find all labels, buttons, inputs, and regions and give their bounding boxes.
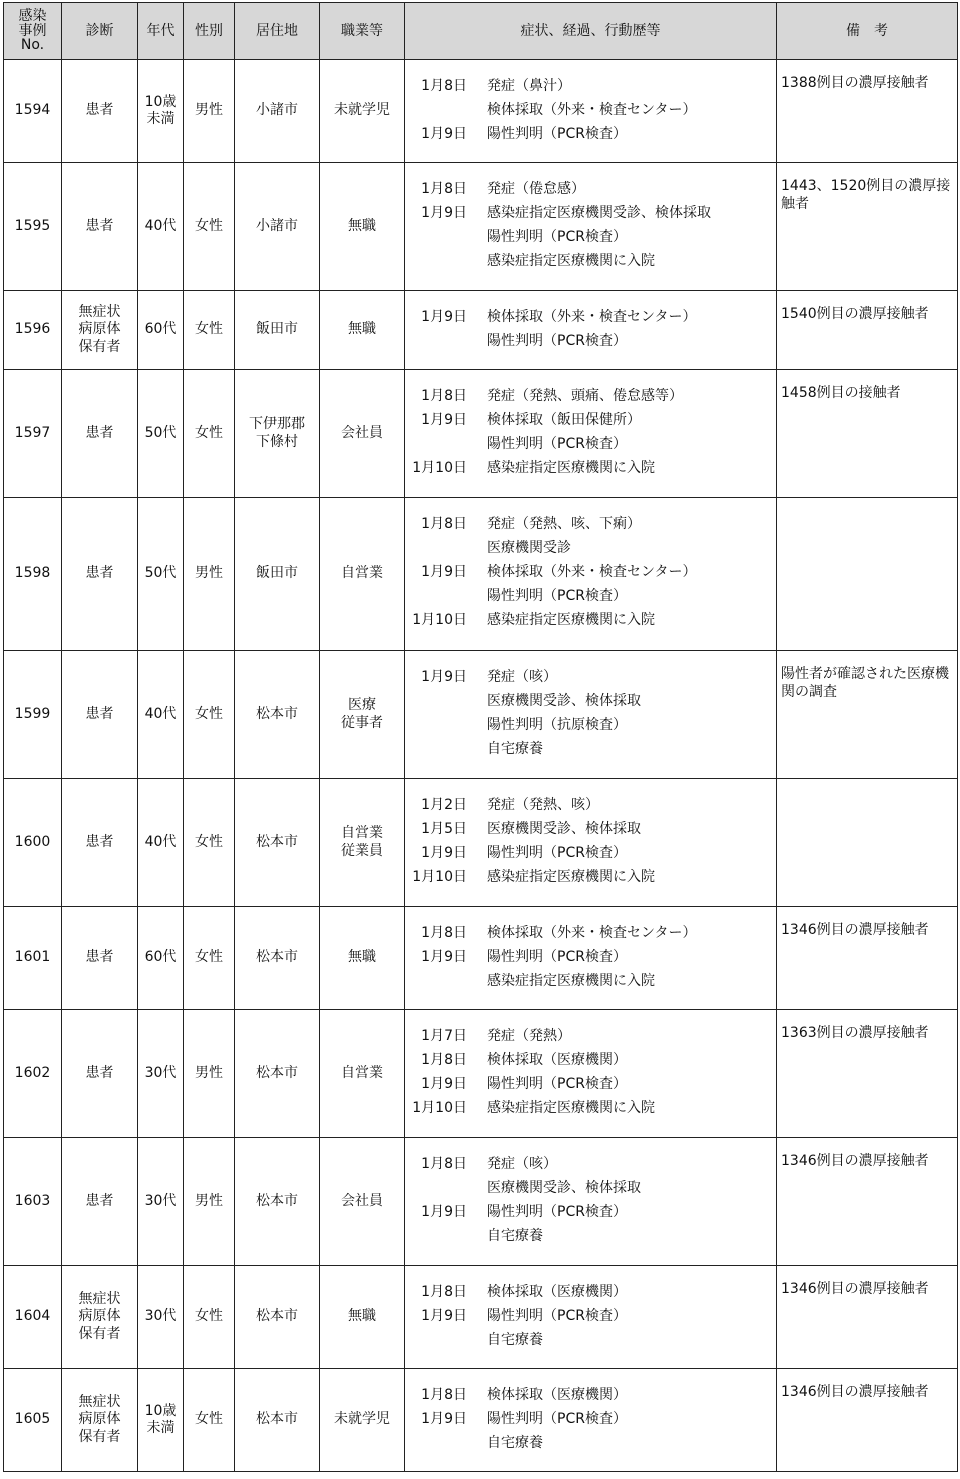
progress-date: 1月10日	[412, 869, 467, 885]
progress-text: 自宅療養	[487, 1332, 543, 1348]
progress-text: 陽性判明（PCR検査）	[487, 436, 627, 452]
progress-text: 検体採取（外来・検査センター）	[487, 925, 697, 941]
progress-date: 1月10日	[412, 460, 467, 476]
progress-line	[405, 98, 776, 122]
progress-line	[405, 1431, 776, 1455]
diagnosis-cell: 患者	[62, 1010, 138, 1138]
occupation-cell: 未就学児	[320, 60, 405, 163]
age-cell: 40代	[138, 779, 184, 907]
age-cell: 40代	[138, 651, 184, 779]
progress-line	[405, 865, 776, 889]
progress-date: 1月9日	[421, 1411, 467, 1427]
progress-text: 感染症指定医療機関に入院	[487, 612, 655, 628]
progress-line	[405, 1200, 776, 1224]
diagnosis-cell: 患者	[62, 60, 138, 163]
progress-date: 1月10日	[412, 612, 467, 628]
progress-date	[405, 1176, 467, 1200]
sex-cell: 女性	[184, 291, 235, 370]
header-remarks: 備 考	[777, 3, 958, 60]
case-number-cell: 1605	[4, 1369, 62, 1472]
progress-line	[405, 1048, 776, 1072]
progress-text: 陽性判明（PCR検査）	[487, 845, 627, 861]
progress-cell	[405, 1010, 777, 1138]
table-row	[4, 60, 958, 163]
occupation-cell: 無職	[320, 907, 405, 1010]
progress-date: 1月7日	[421, 1028, 467, 1044]
progress-text: 陽性判明（PCR検査）	[487, 1308, 627, 1324]
occupation-cell: 医療 従事者	[320, 651, 405, 779]
progress-cell	[405, 779, 777, 907]
residence-cell: 小諸市	[235, 60, 320, 163]
progress-line	[405, 945, 776, 969]
remarks-cell: 1540例目の濃厚接触者	[777, 291, 958, 370]
table-row	[4, 907, 958, 1010]
table-row	[4, 291, 958, 370]
progress-text: 発症（発熱）	[487, 1028, 571, 1044]
progress-text: 検体採取（外来・検査センター）	[487, 309, 697, 325]
case-number-cell: 1596	[4, 291, 62, 370]
remarks-cell: 1363例目の濃厚接触者	[777, 1010, 958, 1138]
progress-line	[405, 1407, 776, 1431]
progress-text: 感染症指定医療機関に入院	[487, 1100, 655, 1116]
occupation-cell: 会社員	[320, 1138, 405, 1266]
diagnosis-cell: 患者	[62, 907, 138, 1010]
age-cell: 10歳 未満	[138, 60, 184, 163]
progress-text: 発症（発熱、咳、下痢）	[487, 516, 641, 532]
progress-line	[405, 1096, 776, 1120]
progress-date: 1月9日	[421, 1076, 467, 1092]
progress-line	[405, 608, 776, 632]
occupation-cell: 自営業 従業員	[320, 779, 405, 907]
remarks-cell: 1443、1520例目の濃厚接触者	[777, 163, 958, 291]
progress-cell	[405, 1369, 777, 1472]
age-cell: 30代	[138, 1138, 184, 1266]
progress-cell	[405, 651, 777, 779]
progress-line	[405, 432, 776, 456]
case-number-cell: 1597	[4, 370, 62, 498]
sex-cell: 男性	[184, 1138, 235, 1266]
progress-text: 自宅療養	[487, 741, 543, 757]
occupation-cell: 会社員	[320, 370, 405, 498]
progress-line	[405, 1024, 776, 1048]
remarks-cell	[777, 498, 958, 651]
progress-date	[405, 969, 467, 993]
residence-cell: 松本市	[235, 651, 320, 779]
progress-date: 1月8日	[421, 181, 467, 197]
progress-line	[405, 329, 776, 353]
progress-date	[405, 329, 467, 353]
table-row	[4, 1369, 958, 1472]
progress-line	[405, 1152, 776, 1176]
diagnosis-cell: 患者	[62, 163, 138, 291]
progress-date: 1月2日	[421, 797, 467, 813]
progress-text: 医療機関受診、検体採取	[487, 1180, 641, 1196]
progress-text: 感染症指定医療機関受診、検体採取	[487, 205, 711, 221]
progress-text: 検体採取（外来・検査センター）	[487, 102, 697, 118]
progress-line	[405, 1224, 776, 1248]
progress-line	[405, 122, 776, 146]
table-row	[4, 370, 958, 498]
progress-text: 発症（咳）	[487, 1156, 557, 1172]
progress-line	[405, 201, 776, 225]
diagnosis-cell: 患者	[62, 1138, 138, 1266]
diagnosis-cell: 患者	[62, 651, 138, 779]
progress-line	[405, 841, 776, 865]
header-age: 年代	[138, 3, 184, 60]
progress-date	[405, 536, 467, 560]
progress-date: 1月9日	[421, 126, 467, 142]
residence-cell: 松本市	[235, 1010, 320, 1138]
sex-cell: 女性	[184, 370, 235, 498]
progress-date: 1月9日	[421, 1308, 467, 1324]
progress-cell	[405, 498, 777, 651]
progress-date: 1月9日	[421, 205, 467, 221]
progress-cell	[405, 1138, 777, 1266]
residence-cell: 小諸市	[235, 163, 320, 291]
progress-date	[405, 1224, 467, 1248]
progress-date: 1月8日	[421, 925, 467, 941]
header-diagnosis: 診断	[62, 3, 138, 60]
progress-text: 検体採取（飯田保健所）	[487, 412, 641, 428]
age-cell: 10歳 未満	[138, 1369, 184, 1472]
progress-text: 医療機関受診、検体採取	[487, 821, 641, 837]
residence-cell: 松本市	[235, 779, 320, 907]
progress-line	[405, 584, 776, 608]
case-number-cell: 1595	[4, 163, 62, 291]
progress-line	[405, 249, 776, 273]
progress-cell	[405, 1266, 777, 1369]
progress-date: 1月8日	[421, 388, 467, 404]
progress-line	[405, 1328, 776, 1352]
progress-date: 1月9日	[421, 949, 467, 965]
progress-text: 陽性判明（PCR検査）	[487, 949, 627, 965]
progress-text: 陽性判明（抗原検査）	[487, 717, 627, 733]
progress-line	[405, 1176, 776, 1200]
remarks-cell: 陽性者が確認された医療機関の調査	[777, 651, 958, 779]
occupation-cell: 自営業	[320, 1010, 405, 1138]
remarks-cell: 1346例目の濃厚接触者	[777, 1138, 958, 1266]
progress-text: 自宅療養	[487, 1228, 543, 1244]
progress-date	[405, 1328, 467, 1352]
header-residence: 居住地	[235, 3, 320, 60]
progress-line	[405, 1280, 776, 1304]
age-cell: 30代	[138, 1266, 184, 1369]
case-number-cell: 1594	[4, 60, 62, 163]
progress-date: 1月9日	[421, 669, 467, 685]
progress-date: 1月8日	[421, 1387, 467, 1403]
progress-date	[405, 737, 467, 761]
progress-text: 検体採取（外来・検査センター）	[487, 564, 697, 580]
case-number-cell: 1602	[4, 1010, 62, 1138]
progress-date: 1月8日	[421, 78, 467, 94]
progress-line	[405, 512, 776, 536]
sex-cell: 男性	[184, 498, 235, 651]
sex-cell: 女性	[184, 779, 235, 907]
sex-cell: 女性	[184, 163, 235, 291]
progress-date: 1月8日	[421, 516, 467, 532]
residence-cell: 飯田市	[235, 291, 320, 370]
case-number-cell: 1599	[4, 651, 62, 779]
remarks-cell: 1458例目の接触者	[777, 370, 958, 498]
diagnosis-cell: 無症状 病原体 保有者	[62, 1266, 138, 1369]
progress-text: 発症（発熱、咳）	[487, 797, 599, 813]
occupation-cell: 自営業	[320, 498, 405, 651]
progress-date: 1月5日	[421, 821, 467, 837]
sex-cell: 女性	[184, 907, 235, 1010]
progress-text: 陽性判明（PCR検査）	[487, 1411, 627, 1427]
progress-text: 検体採取（医療機関）	[487, 1387, 627, 1403]
residence-cell: 下伊那郡 下條村	[235, 370, 320, 498]
progress-date: 1月9日	[421, 564, 467, 580]
diagnosis-cell: 患者	[62, 779, 138, 907]
progress-text: 陽性判明（PCR検査）	[487, 229, 627, 245]
progress-line	[405, 456, 776, 480]
table-row	[4, 163, 958, 291]
sex-cell: 女性	[184, 651, 235, 779]
remarks-cell: 1346例目の濃厚接触者	[777, 1266, 958, 1369]
residence-cell: 松本市	[235, 1138, 320, 1266]
progress-cell	[405, 370, 777, 498]
progress-date: 1月9日	[421, 1204, 467, 1220]
progress-line	[405, 384, 776, 408]
progress-date	[405, 689, 467, 713]
case-number-cell: 1603	[4, 1138, 62, 1266]
progress-line	[405, 305, 776, 329]
case-number-cell: 1604	[4, 1266, 62, 1369]
progress-line	[405, 793, 776, 817]
progress-cell	[405, 60, 777, 163]
diagnosis-cell: 無症状 病原体 保有者	[62, 291, 138, 370]
progress-line	[405, 737, 776, 761]
progress-line	[405, 225, 776, 249]
table-row	[4, 651, 958, 779]
remarks-cell: 1346例目の濃厚接触者	[777, 907, 958, 1010]
header-row	[4, 3, 958, 60]
progress-date	[405, 1431, 467, 1455]
diagnosis-cell: 患者	[62, 498, 138, 651]
progress-date: 1月8日	[421, 1284, 467, 1300]
residence-cell: 飯田市	[235, 498, 320, 651]
diagnosis-cell: 患者	[62, 370, 138, 498]
age-cell: 50代	[138, 370, 184, 498]
progress-date	[405, 432, 467, 456]
progress-line	[405, 689, 776, 713]
age-cell: 30代	[138, 1010, 184, 1138]
progress-line	[405, 969, 776, 993]
progress-line	[405, 665, 776, 689]
table-row	[4, 1138, 958, 1266]
progress-text: 陽性判明（PCR検査）	[487, 1204, 627, 1220]
sex-cell: 女性	[184, 1266, 235, 1369]
case-number-cell: 1598	[4, 498, 62, 651]
progress-text: 医療機関受診	[487, 540, 571, 556]
progress-line	[405, 560, 776, 584]
progress-line	[405, 408, 776, 432]
age-cell: 40代	[138, 163, 184, 291]
progress-text: 発症（鼻汁）	[487, 78, 571, 94]
progress-line	[405, 921, 776, 945]
residence-cell: 松本市	[235, 907, 320, 1010]
progress-cell	[405, 163, 777, 291]
progress-line	[405, 817, 776, 841]
progress-cell	[405, 291, 777, 370]
progress-text: 感染症指定医療機関に入院	[487, 869, 655, 885]
progress-text: 検体採取（医療機関）	[487, 1052, 627, 1068]
age-cell: 60代	[138, 291, 184, 370]
progress-date: 1月8日	[421, 1156, 467, 1172]
table-row	[4, 1010, 958, 1138]
progress-text: 陽性判明（PCR検査）	[487, 588, 627, 604]
progress-text: 検体採取（医療機関）	[487, 1284, 627, 1300]
progress-cell	[405, 907, 777, 1010]
progress-text: 陽性判明（PCR検査）	[487, 1076, 627, 1092]
progress-text: 陽性判明（PCR検査）	[487, 126, 627, 142]
progress-line	[405, 177, 776, 201]
occupation-cell: 無職	[320, 163, 405, 291]
sex-cell: 男性	[184, 1010, 235, 1138]
occupation-cell: 無職	[320, 1266, 405, 1369]
progress-line	[405, 1072, 776, 1096]
progress-date: 1月9日	[421, 845, 467, 861]
header-occupation: 職業等	[320, 3, 405, 60]
progress-text: 医療機関受診、検体採取	[487, 693, 641, 709]
header-sex: 性別	[184, 3, 235, 60]
remarks-cell	[777, 779, 958, 907]
progress-line	[405, 536, 776, 560]
progress-date	[405, 225, 467, 249]
occupation-cell: 未就学児	[320, 1369, 405, 1472]
progress-date: 1月8日	[421, 1052, 467, 1068]
residence-cell: 松本市	[235, 1266, 320, 1369]
progress-text: 感染症指定医療機関に入院	[487, 973, 655, 989]
table-row	[4, 498, 958, 651]
occupation-cell: 無職	[320, 291, 405, 370]
progress-text: 自宅療養	[487, 1435, 543, 1451]
progress-date: 1月10日	[412, 1100, 467, 1116]
progress-text: 感染症指定医療機関に入院	[487, 460, 655, 476]
progress-text: 発症（発熱、頭痛、倦怠感等）	[487, 388, 683, 404]
table-row	[4, 779, 958, 907]
residence-cell: 松本市	[235, 1369, 320, 1472]
progress-date	[405, 584, 467, 608]
progress-date	[405, 249, 467, 273]
progress-text: 感染症指定医療機関に入院	[487, 253, 655, 269]
progress-date	[405, 98, 467, 122]
progress-text: 発症（倦怠感）	[487, 181, 585, 197]
case-table	[3, 2, 958, 1472]
progress-text: 陽性判明（PCR検査）	[487, 333, 627, 349]
header-case-no: 感染 事例 No.	[4, 3, 62, 60]
progress-date: 1月9日	[421, 309, 467, 325]
diagnosis-cell: 無症状 病原体 保有者	[62, 1369, 138, 1472]
progress-date	[405, 713, 467, 737]
progress-line	[405, 74, 776, 98]
age-cell: 50代	[138, 498, 184, 651]
age-cell: 60代	[138, 907, 184, 1010]
progress-date: 1月9日	[421, 412, 467, 428]
remarks-cell: 1346例目の濃厚接触者	[777, 1369, 958, 1472]
header-progress: 症状、経過、行動歴等	[405, 3, 777, 60]
progress-line	[405, 1304, 776, 1328]
progress-line	[405, 1383, 776, 1407]
sex-cell: 女性	[184, 1369, 235, 1472]
table-row	[4, 1266, 958, 1369]
progress-text: 発症（咳）	[487, 669, 557, 685]
sex-cell: 男性	[184, 60, 235, 163]
remarks-cell: 1388例目の濃厚接触者	[777, 60, 958, 163]
case-number-cell: 1600	[4, 779, 62, 907]
progress-line	[405, 713, 776, 737]
case-number-cell: 1601	[4, 907, 62, 1010]
